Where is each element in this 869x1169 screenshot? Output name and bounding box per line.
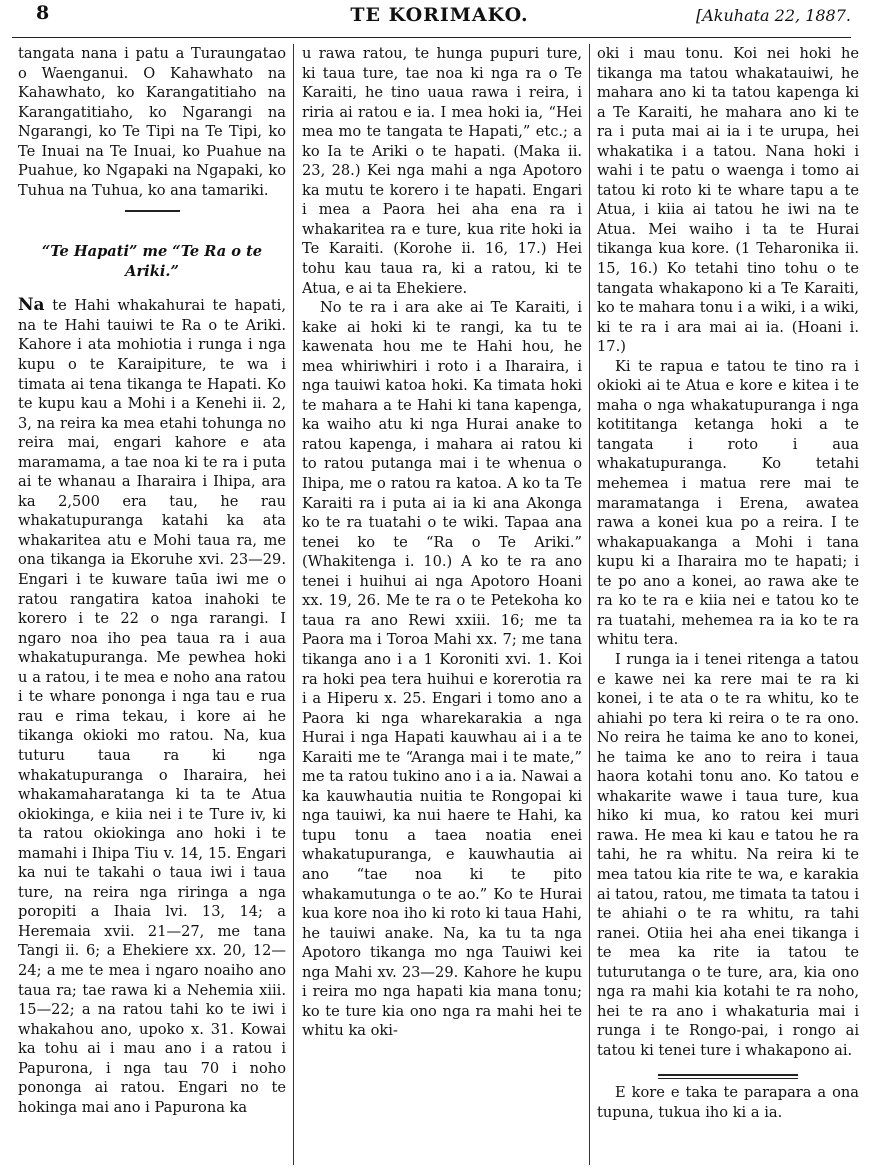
article-heading: “Te Hapati” me “Te Ra o te Ariki.” — [41, 243, 263, 281]
header-rule — [12, 37, 851, 38]
article-text: Ki te rapua e tatou te tino ra i okioki ai te Atua e kore e kitea i te maha o nga whakatupuranga i nga kotititanga ketanga hoki a te tangata i roto i aua whakatupuranga. Ko tetahi mehemea i matua rere mai te maramatanga i Erena, awatea rawa a konei kua po a reira. I te whakapuakanga a Mohi i tana kupu ki a Iharaira mo te hapati; i te po ano a konei, ao rawa ake te ra ko te ra e kiia nei e tatou ko te ra tuatahi, mehemea ra ia ko te ra whitu tera. — [597, 357, 859, 649]
article-text: oki i mau tonu. Koi nei hoki he tikanga ma tatou whakatauiwi, he mahara ano ki ta tatou kapenga ki a Te Karaiti, he mahara ano ki te ra i puta mai ai ia i te urupa, hei whakatika i a tatou. Nana hoki i wahi i te patu o waenga i tomo ai tatou ki roto ki te whare tapu a te Atua, i kiia ai tatou he iwi na te Atua. Mei waiho i ta te Hurai tikanga kua kore. (1 Teharonika ii. 15, 16.) Ko tetahi tino tohu o te tangata whakapono ki a Te Karaiti, ko te mahara tonu i a wiki, i a wiki, ki te ra i ara mai ai ia. (Hoani i. 17.) — [597, 45, 859, 356]
column-3 — [597, 44, 859, 1166]
column-2 — [302, 44, 582, 1166]
section-divider — [125, 210, 180, 212]
newspaper-title: TE KORIMAKO. — [350, 4, 529, 26]
article-text — [18, 296, 286, 1117]
column-1 — [18, 44, 286, 1166]
article-body: te Hahi whakahurai te hapati, na te Hahi tauiwi te Ra o te Ariki. Kahore i ata mohiotia i runga i nga kupu o te Karaipiture, te wa i timata ai tena tikanga te Hapati. Ko te kupu kau a Mohi i a Kenehi ii. 2, 3, na reira ka mea etahi tohunga no reira mai, engari kahore e ata maramama, a tae noa ki te ra i puta ai te whanau a Iharaira i Ihipa, ara ka 2,500 era tau, he rau whakatupuranga katahi ka ata whakaritea atu e Mohi taua ra, me ona tikanga ia Ekoruhe xvi. 23—29. Engari i te kuware taūa iwi me o ratou rangatira katoa inahoki te korero i te 22 o nga rarangi. I ngaro noa iho pea taua ra i aua whakatupuranga. Me pewhea hoki u a ratou, i te mea e noho ana ratou i te whare pononga i nga tau e rua rau e rima tekau, i kore ai he tikanga okioki mo ratou. Na, kua tuturu taua ra ki nga whakatupuranga o Iharaira, hei whakamaharatanga ki ta te Atua okiokinga, e kiia nei i te Ture iv, ki ta ratou okiokinga ano hoki i te mamahi i Ihipa Tiu v. 14, 15. Engari ka nui te takahi o taua iwi i taua ture, na reira nga riringa a nga poropiti a Ihaia lvi. 13, 14; a Heremaia xvii. 21—27, me tana Tangi ii. 6; a Ehekiere xx. 20, 12—24; a me te mea i ngaro noaiho ano taua ra; tae rawa ki a Nehemia xiii. 15—22; a na ratou tahi ko te iwi i whakahou ano, upoko x. 31. Kowai ka tohu ai i mau ano i a ratou i Papurona, i nga tau 70 i noho pononga ai ratou. Engari no te hokinga mai ano i Papurona ka — [18, 297, 286, 1116]
page-number: 8 — [36, 2, 50, 24]
section-divider — [658, 1074, 798, 1079]
page-header — [28, 2, 851, 36]
drop-cap: Na — [18, 295, 45, 316]
column-divider — [589, 44, 590, 1165]
article-text: I runga ia i tenei ritenga a tatou e kawe nei ka rere mai te ra ki konei, i te ata o te ra whitu, ko te ahiahi po tera ki reira o te ra ono. No reira he taima ke ano to konei, he taima ke ano to reira i taua haora kotahi tonu ano. Ko tatou e whakarite wawe i taua ture, kua hiko ki mua, ko ratou kei muri rawa. He mea ki kau e tatou he ra tahi, he ra whitu. Na reira ki te mea tatou kia rite te wa, e karakia ai tatou, ratou, me timata ta tatou i te ahiahi o te ra whitu, ra tahi ranei. Otiia hei aha enei tikanga i te mea ka rite ia tatou te tuturutanga o te ture, ara, kia ono nga ra mahi kia kotahi te ra noho, hei te ra ano i whakaturia mai i runga i te Rongo-pai, i rongo ai tatou ki tenei ture i whakapono ai. — [597, 650, 859, 1059]
article-text: tangata nana i patu a Turaungatao o Waenganui. O Kahawhato na Kahawhato, ko Karangatitiaho na Karangatitiaho, ko Ngarangi na Ngarangi, ko Te Tipi na Te Tipi, ko Te Inuai na Te Inuai, ko Puahue na Puahue, ko Ngapaki na Ngapaki, ko Tuhua na Tuhua, ko ana tamariki. — [18, 45, 286, 199]
proverb-text: E kore e taka te parapara a ona tupuna, tukua iho ki a ia. — [597, 1084, 859, 1121]
article-text: u rawa ratou, te hunga pupuri ture, ki taua ture, tae noa ki nga ra o Te Karaiti, he tino uaua rawa i reira, i riria ai ratou e ia. I mea hoki ia, “Hei mea mo te tangata te Hapati,” etc.; a ko Ia te Ariki o te hapati. (Maka ii. 23, 28.) Kei nga mahi a nga Apotoro ka mutu te korero i te hapati. Engari i mea a Paora hei aha ena ra i whakaritea ra e ture, kua rite hoki ia Te Karaiti. (Korohe ii. 16, 17.) Hei tohu kau taua ra, ki a ratou, ki te Atua, e ai ta Ehekiere. — [302, 45, 582, 297]
column-divider — [293, 44, 294, 1165]
issue-date: [Akuhata 22, 1887. — [695, 6, 851, 25]
article-text: No te ra i ara ake ai Te Karaiti, i kake ai hoki ki te rangi, ka tu te kawenata hou me te Hahi hou, he mea whiriwhiri i roto i a Iharaira, i nga tauiwi katoa hoki. Ka timata hoki te mahara a te Hahi ki tana kapenga, ka waiho atu ki nga Hurai anake to ratou kapenga, i mahara ai ratou ki to ratou putanga mai i te whenua o Ihipa, me o ratou ra katoa. A ko ta Te Karaiti ra i puta ai ia ki ana Akonga ko te ra tuatahi o te wiki. Tapaa ana tenei ko te “Ra o Te Ariki.” (Whakitenga i. 10.) A ko te ra ano tenei i huihui ai nga Apotoro Hoani xx. 19, 26. Me te ra o te Petekoha ko taua ra ano Rewi xxiii. 16; me ta Paora ma i Toroa Mahi xx. 7; me tana tikanga ano i a 1 Koroniti xvi. 1. Koi ra hoki pea tera huihui e korerotia ra i a Hiperu x. 25. Engari i tomo ano a Paora ki nga wharekarakia a nga Hurai i nga Hapati kauwhau ai i a te Karaiti me te “Aranga mai i te mate,” me ta ratou tukino ano i a ia. Nawai a ka kauwhautia nuitia te Rongopai ki nga tauiwi, ka nui haere te Hahi, ka tupu tonu a taea noatia enei whakatupuranga, e kauwhautia ai ano “tae noa ki te pito whakamutunga o te ao.” Ko te Hurai kua kore noa iho ki roto ki taua Hahi, he tauiwi anake. Na, ka tu ta nga Apotoro tikanga mo nga Tauiwi kei nga Mahi xv. 23—29. Kahore he kupu i reira mo nga hapati kia mana tonu; ko te ture kia ono nga ra mahi hei te whitu ka oki- — [302, 299, 582, 1040]
